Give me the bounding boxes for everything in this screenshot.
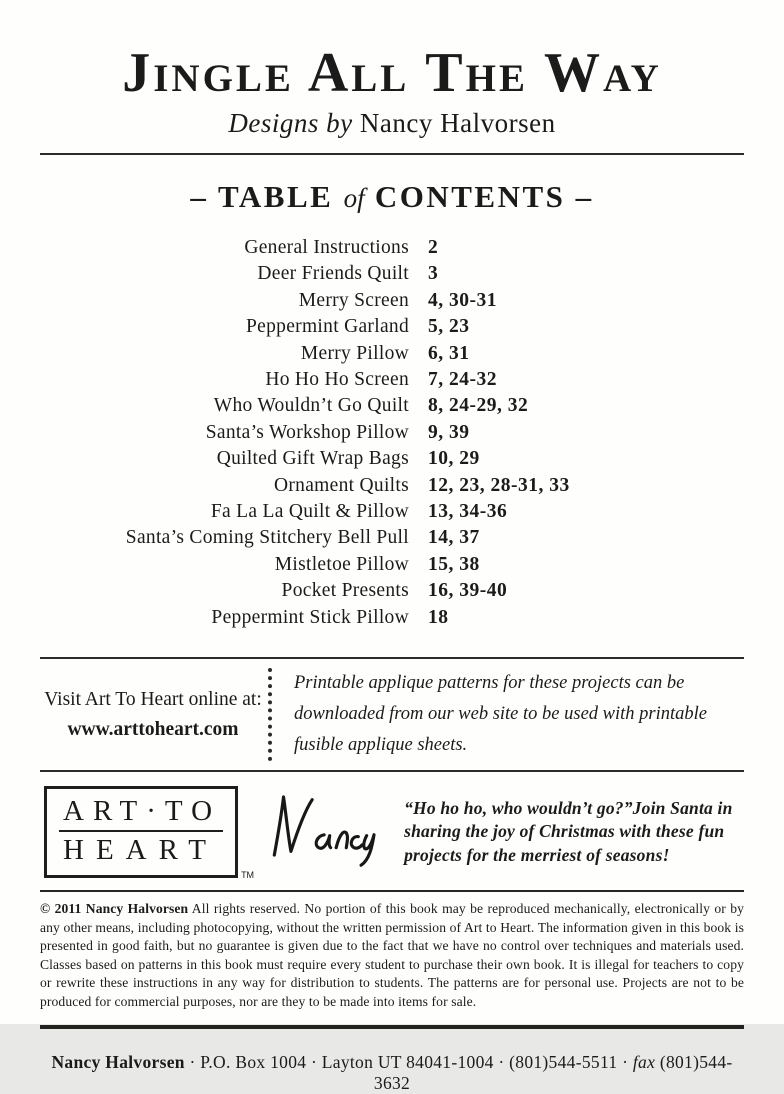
toc-entry (72, 261, 712, 287)
subtitle-designs-by: Designs by (228, 108, 353, 138)
toc-entry-pages: 18 (428, 606, 449, 628)
publisher-name: Nancy Halvorsen (51, 1052, 185, 1073)
toc-entry-label: General Instructions (244, 237, 409, 258)
toc-entry-label: Quilted Gift Wrap Bags (216, 448, 409, 470)
publisher-address: · P.O. Box 1004 · Layton UT 84041-1004 · (801)544-5511 · (184, 1052, 633, 1073)
toc-entry (72, 393, 712, 419)
fax-number: (801)544-3632 (373, 1052, 733, 1094)
art-to-heart-logo (44, 786, 255, 881)
toc-entry-label: Peppermint Garland (246, 316, 409, 338)
toc-heading (40, 179, 744, 215)
legal-bottom-divider (40, 1025, 744, 1029)
toc-entry-pages: 9, 39 (428, 421, 470, 443)
toc-entry-pages: 16, 39-40 (428, 580, 508, 602)
toc-entry-label: Ornament Quilts (273, 474, 409, 496)
page-subtitle (40, 108, 744, 139)
publisher-contact-line (40, 1052, 744, 1094)
fax-label: fax (632, 1052, 656, 1073)
toc-entry-label: Pocket Presents (281, 580, 409, 602)
toc-entry-pages: 7, 24-32 (428, 369, 497, 391)
nancy-signature-icon (266, 790, 386, 874)
toc-entry (72, 473, 712, 499)
toc-entry-pages: 14, 37 (428, 527, 480, 549)
toc-entry-label: Mistletoe Pillow (274, 553, 409, 575)
copyright-notice: © 2011 Nancy Halvorsen (40, 901, 189, 917)
website-url: www.arttoheart.com (67, 718, 239, 740)
logo-line-art-to: ART·TO (59, 795, 223, 832)
brand-band (40, 772, 744, 890)
toc-entry-pages: 3 (428, 263, 439, 285)
trademark-symbol: TM (241, 870, 255, 881)
signature-text (40, 832, 41, 833)
promo-visit-block (40, 685, 266, 745)
toc-entry (72, 367, 712, 393)
toc-entry (72, 446, 712, 472)
promo-band (40, 657, 744, 772)
toc-entry-label: Peppermint Stick Pillow (211, 606, 409, 628)
toc-entry-pages: 12, 23, 28-31, 33 (428, 474, 570, 496)
toc-entry (72, 288, 712, 314)
toc-entry (72, 314, 712, 340)
toc-entry (72, 235, 712, 261)
toc-entry-pages: 2 (428, 237, 439, 258)
header-divider (40, 153, 744, 155)
toc-heading-of: of (343, 183, 365, 213)
toc-entry-pages: 5, 23 (428, 316, 470, 338)
brand-quote: “Ho ho ho, who wouldn’t go?”Join Santa in sharing the joy of Christmas with these fun projects for the merriest of seasons! (404, 797, 733, 865)
toc-entry-pages: 13, 34-36 (428, 501, 508, 523)
copyright-paragraph (40, 900, 744, 1012)
toc-entry-pages: 6, 31 (428, 342, 470, 364)
toc-entry-label: Merry Screen (298, 289, 409, 311)
toc-entry-label: Santa’s Workshop Pillow (205, 421, 409, 443)
toc-entry-pages: 8, 24-29, 32 (428, 395, 529, 417)
toc-entry-label: Fa La La Quilt & Pillow (210, 501, 409, 523)
toc-entry-label: Ho Ho Ho Screen (265, 369, 409, 391)
toc-entry-label: Merry Pillow (300, 342, 409, 364)
dotted-divider (268, 668, 272, 761)
page-title: Jingle All The Way (122, 42, 662, 104)
toc-entry (72, 499, 712, 525)
toc-entry-pages: 15, 38 (428, 553, 480, 575)
toc-entry-pages: 10, 29 (428, 448, 480, 470)
toc-entry-label: Who Wouldn’t Go Quilt (213, 395, 409, 417)
toc-entry (72, 552, 712, 578)
logo-box (44, 786, 238, 878)
subtitle-author: Nancy Halvorsen (359, 108, 556, 138)
toc-entry (72, 420, 712, 446)
toc-list (72, 235, 712, 631)
toc-entry (72, 341, 712, 367)
toc-entry-label: Santa’s Coming Stitchery Bell Pull (125, 527, 409, 549)
toc-heading-pre: – TABLE (190, 179, 344, 214)
legal-top-divider (40, 890, 744, 892)
toc-entry (72, 605, 712, 631)
promo-visit-label: Visit Art To Heart online at: (44, 688, 262, 710)
toc-entry (72, 578, 712, 604)
toc-entry-pages: 4, 30-31 (428, 289, 497, 311)
copyright-text: All rights reserved. No portion of this book may be reproduced mechanically, electronically or by any other means, including photocopying, without the written permission of Art to Heart. The information given in this book is presented in good faith, but no guarantee is given due to the fact that we have no control over techniques and materials used. Classes based on patterns in this book must require every student to purchase their own book. It is illegal for teachers to copy or rewrite these instructions in any way for distribution to students. The patterns are for personal use. Projects are not to be produced for commercial purposes, nor are they to be made into items for sale. (40, 901, 744, 1010)
logo-line-heart: HEART (63, 834, 218, 867)
promo-note: Printable applique patterns for these projects can be downloaded from our web site to be used with printable fusible applique sheets. (294, 673, 707, 756)
toc-entry-label: Deer Friends Quilt (257, 263, 409, 285)
toc-entry (72, 525, 712, 551)
toc-heading-post: CONTENTS – (364, 179, 594, 214)
